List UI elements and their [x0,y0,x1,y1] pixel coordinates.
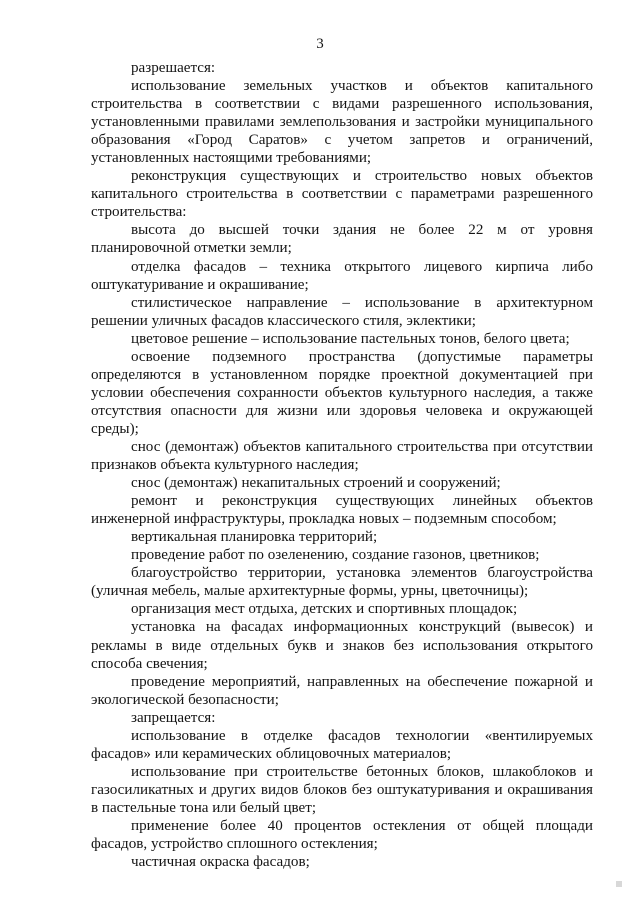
list-item: использование в отделке фасадов технологии «вентилируемых фасадов» или керамических облицовочных материалов; [91,727,593,762]
heading-prohibited: запрещается: [131,709,216,726]
list-item: использование земельных участков и объектов капитального строительства в соответствии с видами разрешенного использования, установленными правилами землепользования и застройки муниципального образования «Город Саратов» с учетом запретов и ограничений, установленных настоящими требованиями; [91,78,593,167]
list-item: снос (демонтаж) объектов капитального строительства при отсутствии признаков объекта культурного наследия; [91,438,593,474]
list-item: цветовое решение – использование пастельных тонов, белого цвета; [131,330,570,347]
document-body [91,59,593,871]
list-item: благоустройство территории, установка элементов благоустройства (уличная мебель, малые архитектурные формы, урны, цветочницы); [91,565,593,600]
list-item: проведение мероприятий, направленных на обеспечение пожарной и экологической безопасности; [91,673,593,708]
list-item: реконструкция существующих и строительство новых объектов капитального строительства в соответствии с параметрами разрешенного строительства: [91,168,593,221]
list-item: ремонт и реконструкция существующих линейных объектов инженерной инфраструктуры, прокладка новых – подземным способом; [91,493,593,528]
list-item: снос (демонтаж) некапитальных строений и сооружений; [131,475,501,492]
list-item: высота до высшей точки здания не более 22 м от уровня планировочной отметки земли; [91,222,593,257]
list-item: освоение подземного пространства (допустимые параметры определяются в установленном порядке проектной документацией при условии обеспечения сохранности объектов культурного наследия, а также отсутствия опасности для жизни или здоровья человека и окружающей среды); [91,348,593,437]
heading-permitted: разрешается: [131,60,216,76]
list-item: отделка фасадов – техника открытого лицевого кирпича либо оштукатуривание и окрашивание; [91,258,593,293]
list-item: стилистическое направление – использование в архитектурном решении уличных фасадов классического стиля, эклектики; [91,294,593,329]
list-item: частичная окраска фасадов; [131,854,310,871]
list-item: проведение работ по озеленению, создание газонов, цветников; [131,547,540,564]
list-item: установка на фасадах информационных конструкций (вывесок) и рекламы в виде отдельных букв и знаков без использования открытого способа свечения; [91,619,593,672]
scan-artifact [616,881,622,887]
list-item: организация мест отдыха, детских и спортивных площадок; [131,601,518,618]
list-item: использование при строительстве бетонных блоков, шлакоблоков и газосиликатных и других видов блоков без оштукатуривания и окрашивания в пастельные тона или белый цвет; [91,763,593,816]
list-item: применение более 40 процентов остекления от общей площади фасадов, устройство сплошного остекления; [91,817,593,853]
list-item: вертикальная планировка территорий; [131,529,378,546]
page-number: 3 [316,36,324,52]
